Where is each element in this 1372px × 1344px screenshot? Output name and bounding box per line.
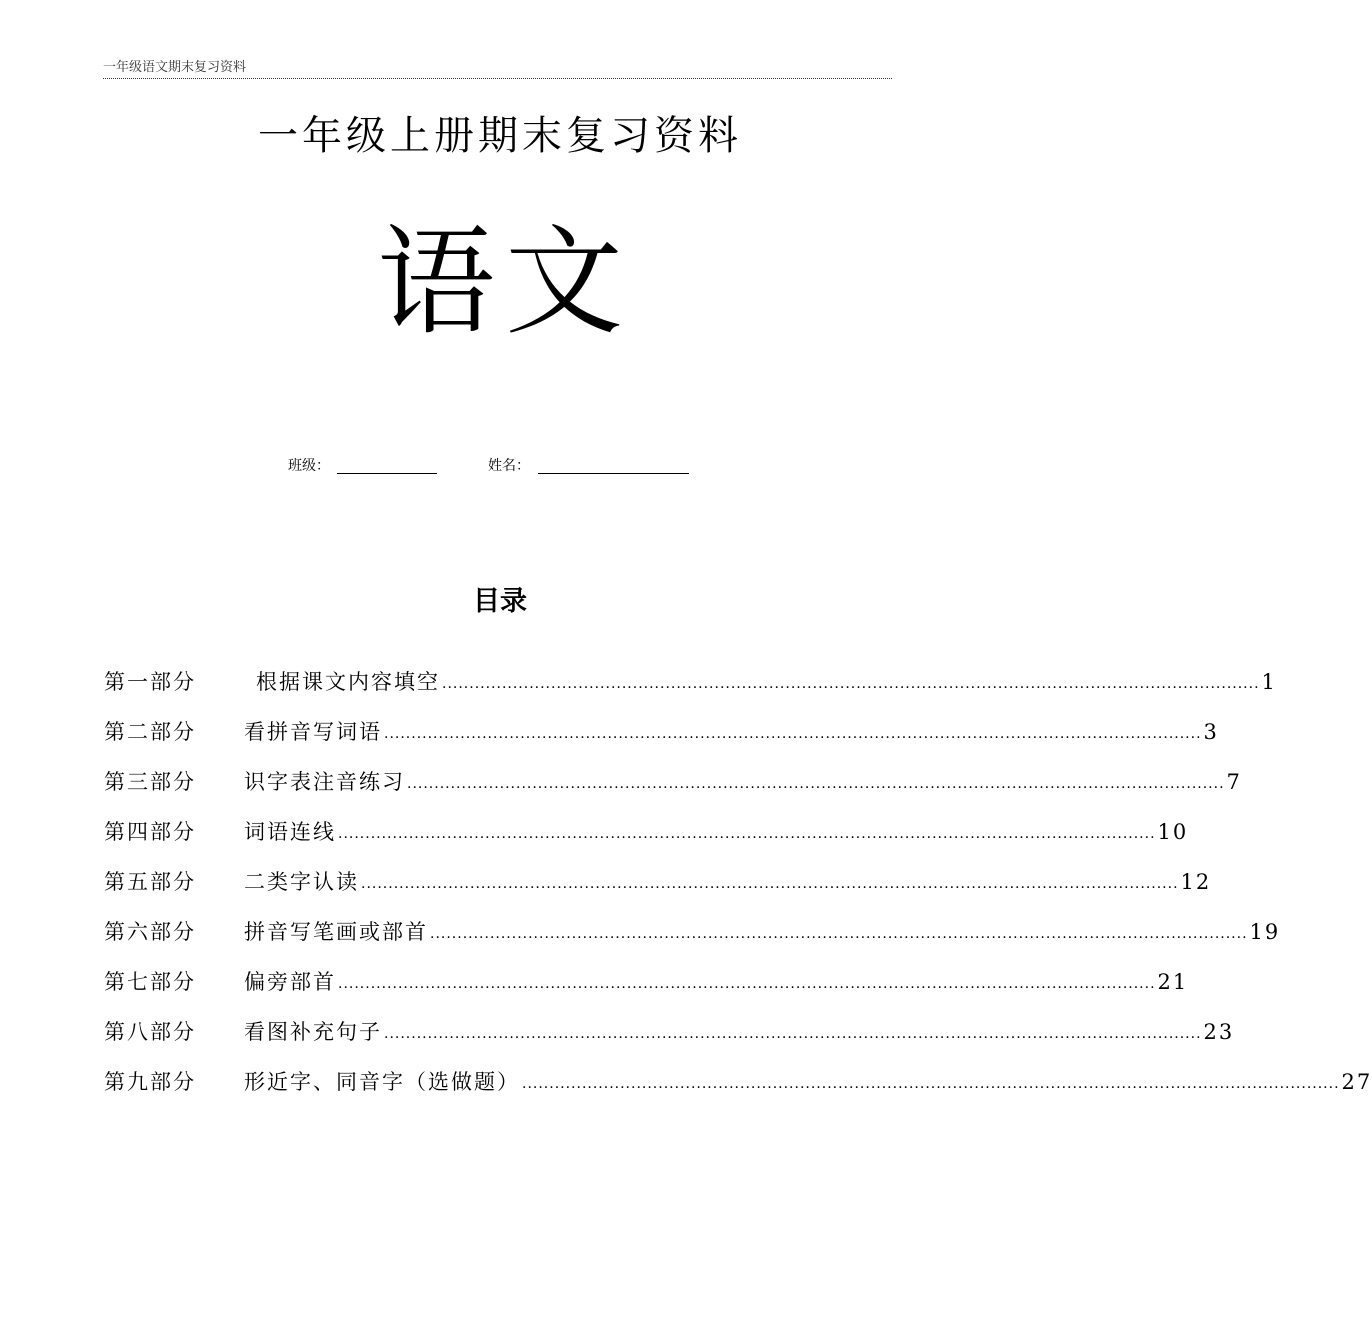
toc-item-title: 识字表注音练习 — [244, 770, 405, 794]
toc-leader-dots: ...................................................................................................................................................... — [442, 676, 1260, 692]
toc-item-title: 偏旁部首 — [244, 970, 336, 994]
toc-part-label: 第九部分 — [104, 1070, 196, 1094]
toc-leader-dots: ...................................................................................................................................................... — [384, 726, 1202, 742]
toc-leader-dots: ...................................................................................................................................................... — [338, 976, 1156, 992]
toc-item[interactable] — [104, 957, 1189, 1007]
student-info-fields — [0, 452, 950, 478]
toc-item[interactable] — [104, 807, 1189, 857]
toc-item-title: 形近字、同音字（选做题） — [244, 1070, 520, 1094]
subject-title: 语文 — [376, 213, 633, 351]
class-label: 班级： — [288, 458, 330, 474]
toc-leader-dots: ...................................................................................................................................................... — [384, 1026, 1202, 1042]
toc-part-label: 第五部分 — [104, 870, 196, 894]
toc-item-title: 拼音写笔画或部首 — [244, 920, 428, 944]
toc-item[interactable] — [104, 907, 1281, 957]
toc-part-label: 第七部分 — [104, 970, 196, 994]
toc-part-label: 第三部分 — [104, 770, 196, 794]
toc-page-number: 27 — [1341, 1070, 1372, 1094]
toc-part-label: 第一部分 — [104, 670, 196, 694]
toc-item[interactable] — [104, 657, 1277, 707]
toc-item-title: 二类字认读 — [244, 870, 359, 894]
toc-page-number: 19 — [1249, 920, 1281, 944]
toc-item[interactable] — [104, 1007, 1235, 1057]
toc-item-title: 根据课文内容填空 — [256, 670, 440, 694]
toc-page-number: 12 — [1180, 870, 1212, 894]
toc-leader-dots: ...................................................................................................................................................... — [430, 926, 1248, 942]
toc-item[interactable] — [104, 757, 1242, 807]
toc-item-title: 看拼音写词语 — [244, 720, 382, 744]
toc-item[interactable] — [104, 1057, 1372, 1107]
toc-leader-dots: ...................................................................................................................................................... — [361, 876, 1179, 892]
toc-title: 目录 — [473, 586, 527, 617]
toc-page-number: 3 — [1203, 720, 1219, 744]
table-of-contents — [104, 657, 1372, 1107]
toc-item[interactable] — [104, 857, 1212, 907]
toc-page-number: 21 — [1157, 970, 1189, 994]
toc-leader-dots: ...................................................................................................................................................... — [338, 826, 1156, 842]
toc-part-label: 第二部分 — [104, 720, 196, 744]
toc-leader-dots: ...................................................................................................................................................... — [522, 1076, 1340, 1092]
toc-item[interactable] — [104, 707, 1219, 757]
toc-part-label: 第八部分 — [104, 1020, 196, 1044]
document-title: 一年级上册期末复习资料 — [258, 113, 742, 159]
toc-item-title: 词语连线 — [244, 820, 336, 844]
toc-page-number: 23 — [1203, 1020, 1235, 1044]
page-header — [103, 58, 892, 79]
toc-page-number: 1 — [1261, 670, 1277, 694]
name-input-line[interactable] — [538, 473, 689, 474]
toc-part-label: 第六部分 — [104, 920, 196, 944]
toc-page-number: 7 — [1226, 770, 1242, 794]
class-input-line[interactable] — [337, 473, 437, 474]
toc-leader-dots: ...................................................................................................................................................... — [407, 776, 1225, 792]
name-label: 姓名： — [488, 458, 530, 474]
toc-item-title: 看图补充句子 — [244, 1020, 382, 1044]
toc-part-label: 第四部分 — [104, 820, 196, 844]
toc-page-number: 10 — [1157, 820, 1189, 844]
header-text: 一年级语文期末复习资料 — [103, 60, 247, 75]
